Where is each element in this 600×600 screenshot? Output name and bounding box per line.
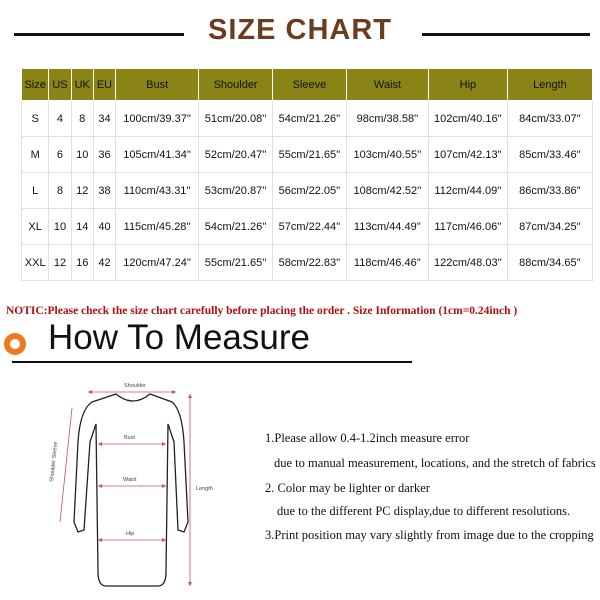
table-row: [22, 245, 593, 281]
table-cell: 117cm/46.06'': [428, 209, 507, 245]
sleeve-dim-line: [60, 408, 72, 522]
table-cell: 34: [93, 101, 115, 137]
table-cell: 40: [93, 209, 115, 245]
table-cell: 118cm/46.46'': [346, 245, 428, 281]
table-cell: 42: [93, 245, 115, 281]
measure-note: 1.Please allow 0.4-1.2inch measure error: [265, 431, 470, 445]
table-cell: 54cm/21.26'': [273, 101, 347, 137]
table-cell: 122cm/48.03'': [428, 245, 507, 281]
table-cell: 6: [49, 137, 71, 173]
table-cell: 55cm/21.65'': [273, 137, 347, 173]
measure-note: due to the different PC display,due to different resolutions.: [277, 504, 571, 518]
section-rule: [12, 361, 412, 363]
length-label: Length: [196, 486, 213, 492]
table-cell: 52cm/20.47'': [199, 137, 273, 173]
measure-note: 2. Color may be lighter or darker: [265, 481, 430, 495]
table-cell: 56cm/22.05'': [273, 173, 347, 209]
table-cell: 57cm/22.44'': [273, 209, 347, 245]
bust-label: Bust: [124, 435, 136, 441]
col-header: UK: [71, 69, 93, 101]
col-header: EU: [93, 69, 115, 101]
col-header: Sleeve: [273, 69, 347, 101]
table-cell: 36: [93, 137, 115, 173]
table-cell: M: [22, 137, 49, 173]
table-cell: 115cm/45.28'': [116, 209, 199, 245]
measure-note: due to manual measurement, locations, and the stretch of fabrics: [274, 456, 596, 470]
shoulder-label: Shoulder: [124, 383, 147, 389]
table-cell: 12: [71, 173, 93, 209]
circle-bullet-icon: [4, 333, 26, 355]
table-cell: 100cm/39.37'': [116, 101, 199, 137]
table-cell: 105cm/41.34'': [116, 137, 199, 173]
size-notice: NOTIC:Please check the size chart carefully before placing the order . Size Information (1cm=0.24inch ): [6, 305, 518, 317]
table-cell: 88cm/34.65'': [507, 245, 592, 281]
col-header: US: [49, 69, 71, 101]
table-cell: 8: [71, 101, 93, 137]
table-cell: 113cm/44.49'': [346, 209, 428, 245]
col-header: Length: [507, 69, 592, 101]
col-header: Waist: [346, 69, 428, 101]
table-cell: 85cm/33.46'': [507, 137, 592, 173]
table-cell: 16: [71, 245, 93, 281]
table-cell: XXL: [22, 245, 49, 281]
table-cell: 102cm/40.16'': [428, 101, 507, 137]
col-header: Size: [22, 69, 49, 101]
size-chart-title: SIZE CHART: [208, 14, 392, 46]
dress-outline: [74, 394, 188, 586]
table-cell: XL: [22, 209, 49, 245]
table-cell: 55cm/21.65'': [199, 245, 273, 281]
table-cell: 4: [49, 101, 71, 137]
sleeve-label: Shoulder Sleeve: [49, 441, 60, 483]
table-cell: 8: [49, 173, 71, 209]
table-cell: 53cm/20.87'': [199, 173, 273, 209]
table-cell: L: [22, 173, 49, 209]
table-row: [22, 209, 593, 245]
table-cell: 84cm/33.07'': [507, 101, 592, 137]
table-cell: 110cm/43.31'': [116, 173, 199, 209]
table-cell: 98cm/38.58'': [346, 101, 428, 137]
table-cell: S: [22, 101, 49, 137]
table-cell: 108cm/42.52'': [346, 173, 428, 209]
col-header: Shoulder: [199, 69, 273, 101]
table-row: [22, 101, 593, 137]
dress-measure-diagram: [38, 372, 228, 594]
table-row: [22, 137, 593, 173]
table-cell: 103cm/40.55'': [346, 137, 428, 173]
table-cell: 87cm/34.25'': [507, 209, 592, 245]
measure-note: 3.Print position may vary slightly from image due to the cropping: [265, 528, 594, 542]
table-cell: 14: [71, 209, 93, 245]
table-cell: 58cm/22.83'': [273, 245, 347, 281]
table-cell: 112cm/44.09'': [428, 173, 507, 209]
size-table: [21, 68, 593, 281]
waist-label: Waist: [123, 477, 137, 483]
table-header-row: [22, 69, 593, 101]
table-cell: 86cm/33.86'': [507, 173, 592, 209]
col-header: Hip: [428, 69, 507, 101]
table-row: [22, 173, 593, 209]
table-cell: 10: [49, 209, 71, 245]
table-cell: 51cm/20.08'': [199, 101, 273, 137]
col-header: Bust: [116, 69, 199, 101]
table-cell: 120cm/47.24'': [116, 245, 199, 281]
how-to-measure-title: How To Measure: [48, 318, 310, 357]
table-cell: 107cm/42.13'': [428, 137, 507, 173]
table-cell: 10: [71, 137, 93, 173]
hip-label: Hip: [126, 531, 135, 537]
table-cell: 38: [93, 173, 115, 209]
table-cell: 12: [49, 245, 71, 281]
table-cell: 54cm/21.26'': [199, 209, 273, 245]
